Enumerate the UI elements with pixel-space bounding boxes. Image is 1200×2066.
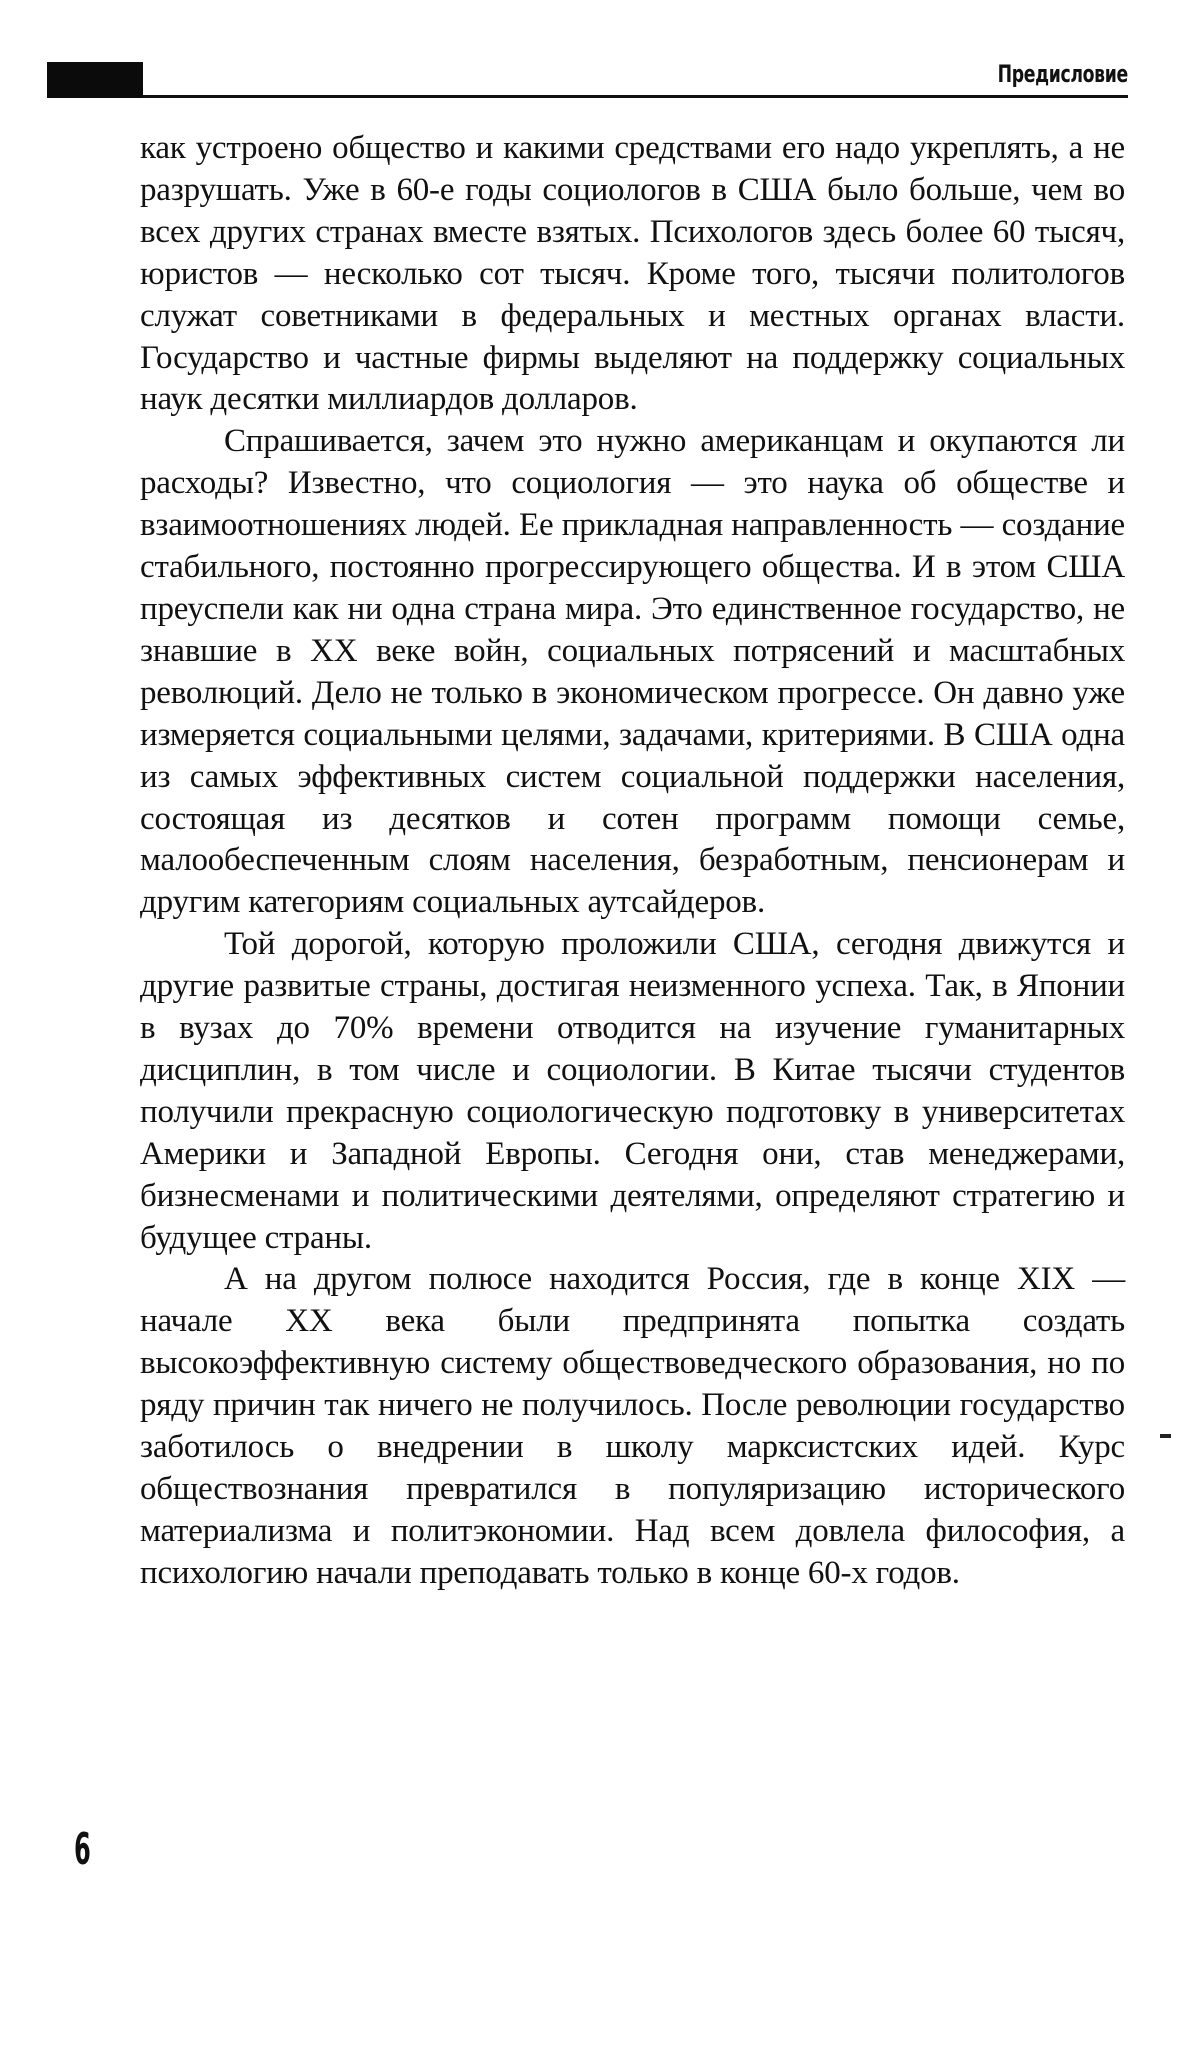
paragraph-2: Спрашивается, зачем это нужно американцам и окупаются ли расходы? Известно, что социология — это наука об обществе и взаимоотношениях людей. Ее прикладная направленность — создание стабильного, постоянно прогрессирующего общества. И в этом США преуспели как ни одна страна мира. Это единственное государство, не знавшие в XX веке войн, социальных потрясений и масштабных революций. Дело не только в экономическом прогрессе. Он давно уже измеряется социальными целями, задачами, критериями. В США одна из самых эффективных систем социальной поддержки населения, состоящая из десятков и сотен программ помощи семье, малообеспеченным слоям населения, безработным, пенсионерам и другим категориям социальных аутсайдеров. bbox=[140, 423, 1125, 921]
paragraph-1: как устроено общество и какими средствами его надо укреплять, а не разрушать. Уже в 60-е годы социологов в США было больше, чем во всех других странах вместе взятых. Психологов здесь более 60 тысяч, юристов — несколько сот тысяч. Кроме того, тысячи политологов служат советниками в федеральных и местных органах власти. Государство и частные фирмы выделяют на поддержку социальных наук десятки миллиардов долларов. bbox=[140, 130, 1125, 418]
page-number: 6 bbox=[74, 1824, 91, 1875]
running-head-title: Предисловие bbox=[997, 60, 1128, 88]
body-text bbox=[140, 128, 1125, 1595]
paragraph-4: А на другом полюсе находится Россия, где в конце XIX — начале XX века были предпринята попытка создать высокоэффективную систему обществоведческого образования, но по ряду причин так ничего не получилось. После революции государство заботилось о внедрении в школу марксистских идей. Курс обществознания превратился в популяризацию исторического материализма и политэкономии. Над всем довлела философия, а психологию начали преподавать только в конце 60-х годов. bbox=[140, 1261, 1125, 1591]
header-rule bbox=[143, 95, 1128, 98]
paragraph-3: Той дорогой, которую проложили США, сегодня движутся и другие развитые страны, достигая неизменного успеха. Так, в Японии в вузах до 70% времени отводится на изучение гуманитарных дисциплин, в том числе и социологии. В Китае тысячи студентов получили прекрасную социологическую подготовку в университетах Америки и Западной Европы. Сегодня они, став менеджерами, бизнесменами и политическими деятелями, определяют стратегию и будущее страны. bbox=[140, 926, 1125, 1256]
margin-mark bbox=[1160, 1434, 1171, 1438]
header-black-bar bbox=[47, 62, 143, 98]
